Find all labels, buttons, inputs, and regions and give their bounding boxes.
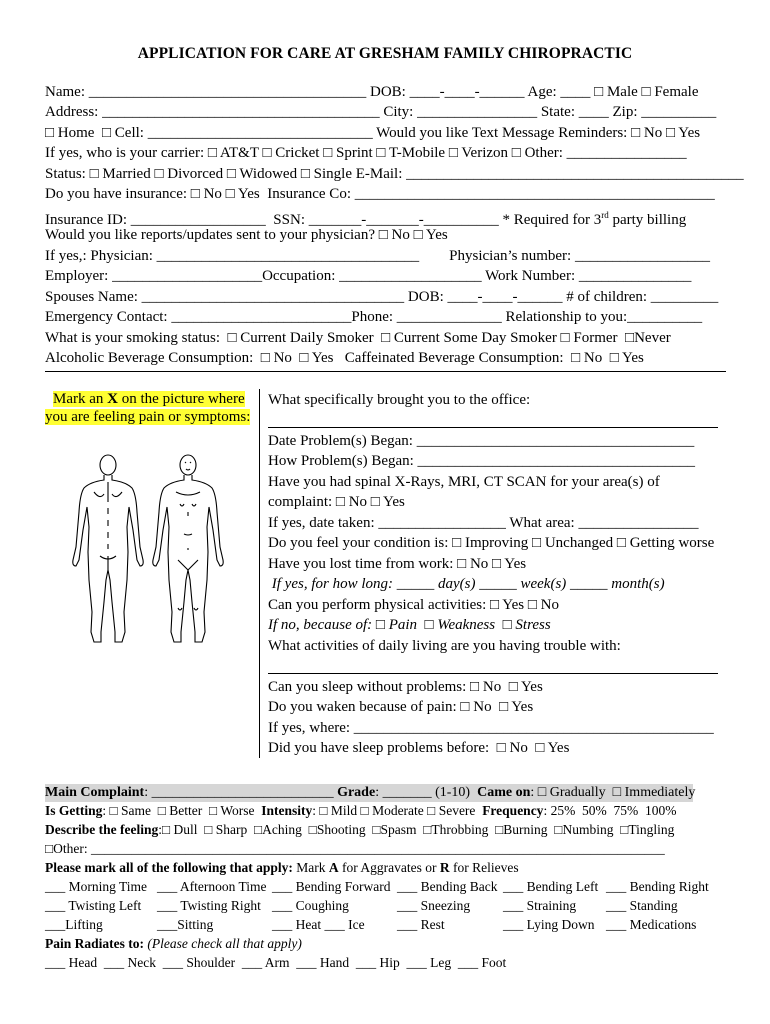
pain-radiates-heading: Pain Radiates to: (Please check all that apply) xyxy=(45,936,302,951)
emergency-contact-line[interactable]: Emergency Contact: ________________________Phone: ______________ Relationship to you:__________ xyxy=(45,309,703,325)
beverage-line[interactable]: Alcoholic Beverage Consumption: □ No □ Yes Caffeinated Beverage Consumption: □ No □ Yes xyxy=(45,350,644,366)
factor-bending-forward[interactable]: ___ Bending Forward xyxy=(272,879,391,894)
other-feeling-line[interactable]: □Other: _____________________________________________________________________________________ xyxy=(45,841,665,856)
physician-line[interactable]: If yes,: Physician: ___________________________________ Physician’s number: __________________ xyxy=(45,248,710,264)
date-began-line[interactable]: Date Problem(s) Began: _____________________________________ xyxy=(268,433,695,449)
factor-bending-right[interactable]: ___ Bending Right xyxy=(606,879,709,894)
section-divider xyxy=(45,371,726,372)
factor-coughing[interactable]: ___ Coughing xyxy=(272,898,349,913)
mark-all-instructions: Please mark all of the following that apply: Mark A for Aggravates or R for Relieves xyxy=(45,860,519,875)
describe-feeling-line[interactable]: Describe the feeling:□ Dull □ Sharp □Aching □Shooting □Spasm □Throbbing □Burning □Numbing □Tingling xyxy=(45,822,675,837)
pain-instructions xyxy=(45,390,254,426)
is-getting-line[interactable]: Is Getting: □ Same □ Better □ Worse Intensity: □ Mild □ Moderate □ Severe Frequency: 25% 50% 75% 100% xyxy=(45,803,677,818)
pain-radiates-options[interactable]: ___ Head ___ Neck ___ Shoulder ___ Arm ___ Hand ___ Hip ___ Leg ___ Foot xyxy=(45,955,507,970)
factor-twisting-right[interactable]: ___ Twisting Right xyxy=(157,898,261,913)
reason-answer-blank[interactable] xyxy=(268,427,718,428)
address-line[interactable]: Address: _____________________________________ City: ________________ State: ____ Zip: __________ xyxy=(45,104,717,120)
xrays-answer[interactable]: complaint: □ No □ Yes xyxy=(268,494,405,510)
column-divider xyxy=(259,389,260,758)
insurance-id-text: Insurance ID: __________________ SSN: _______-_______-__________ * Required for 3 xyxy=(45,212,602,228)
form-title: APPLICATION FOR CARE AT GRESHAM FAMILY CHIROPRACTIC xyxy=(137,45,633,62)
sleep-line[interactable]: Can you sleep without problems: □ No □ Yes xyxy=(268,679,543,695)
reason-question: What specifically brought you to the office: xyxy=(268,392,531,408)
status-email-line[interactable]: Status: □ Married □ Divorced □ Widowed □ Single E-Mail: _____________________________________________ xyxy=(45,166,744,182)
factor-bending-back[interactable]: ___ Bending Back xyxy=(397,879,498,894)
factor-twisting-left[interactable]: ___ Twisting Left xyxy=(45,898,142,913)
insurance-line[interactable]: Do you have insurance: □ No □ Yes Insurance Co: ________________________________________________ xyxy=(45,186,715,202)
lost-work-line[interactable]: Have you lost time from work: □ No □ Yes xyxy=(268,556,527,572)
condition-line[interactable]: Do you feel your condition is: □ Improving □ Unchanged □ Getting worse xyxy=(268,535,715,551)
factor-bending-left[interactable]: ___ Bending Left xyxy=(503,879,599,894)
factor-lying-down[interactable]: ___ Lying Down xyxy=(503,917,595,932)
factor-medications[interactable]: ___ Medications xyxy=(606,917,697,932)
ordinal-suffix: rd xyxy=(601,210,609,220)
carrier-line[interactable]: If yes, who is your carrier: □ AT&T □ Cricket □ Sprint □ T-Mobile □ Verizon □ Other: ________________ xyxy=(45,145,687,161)
insurance-id-text-end: party billing xyxy=(608,212,687,228)
employer-line[interactable]: Employer: ____________________Occupation: ___________________ Work Number: _______________ xyxy=(45,268,692,284)
physical-activities-line[interactable]: Can you perform physical activities: □ Yes □ No xyxy=(268,597,559,613)
how-began-line[interactable]: How Problem(s) Began: _____________________________________ xyxy=(268,453,696,469)
factor-morning[interactable]: ___ Morning Time xyxy=(45,879,148,894)
waken-line[interactable]: Do you waken because of pain: □ No □ Yes xyxy=(268,699,534,715)
sleep-before-line[interactable]: Did you have sleep problems before: □ No □ Yes xyxy=(268,740,570,756)
pain-note-line1: Mark an X on the picture where xyxy=(53,391,245,407)
factor-sneezing[interactable]: ___ Sneezing xyxy=(397,898,471,913)
back-figure xyxy=(73,455,143,642)
date-taken-line[interactable]: If yes, date taken: _________________ What area: ________________ xyxy=(268,515,699,531)
factor-lifting[interactable]: ___Lifting xyxy=(45,917,103,932)
smoking-line[interactable]: What is your smoking status: □ Current Daily Smoker □ Current Some Day Smoker □ Former □Never xyxy=(45,330,671,346)
spouse-line[interactable]: Spouses Name: ___________________________________ DOB: ____-____-______ # of children: _________ xyxy=(45,289,719,305)
phone-text-line[interactable]: □ Home □ Cell: ______________________________ Would you like Text Message Reminders: □ No □ Yes xyxy=(45,125,701,141)
name-dob-line[interactable]: Name: _____________________________________ DOB: ____-____-______ Age: ____ □ Male □ Female xyxy=(45,84,699,100)
daily-activities-blank[interactable] xyxy=(268,673,718,674)
because-line[interactable]: If no, because of: □ Pain □ Weakness □ Stress xyxy=(268,617,551,633)
how-long-line[interactable]: If yes, for how long: _____ day(s) _____ week(s) _____ month(s) xyxy=(268,576,665,592)
body-diagram[interactable] xyxy=(60,452,240,652)
factor-sitting[interactable]: ___Sitting xyxy=(157,917,214,932)
factor-heat-ice[interactable]: ___ Heat ___ Ice xyxy=(272,917,365,932)
pain-note-line2: you are feeling pain or symptoms: xyxy=(45,409,251,425)
factor-afternoon[interactable]: ___ Afternoon Time xyxy=(157,879,267,894)
reports-line[interactable]: Would you like reports/updates sent to your physician? □ No □ Yes xyxy=(45,227,448,243)
xrays-question: Have you had spinal X-Rays, MRI, CT SCAN for your area(s) of xyxy=(268,474,660,490)
factor-straining[interactable]: ___ Straining xyxy=(503,898,577,913)
main-complaint-line[interactable]: Main Complaint: __________________________ Grade: _______ (1-10) Came on: □ Gradually □ Immediately xyxy=(45,785,696,800)
waken-where-line[interactable]: If yes, where: ________________________________________________ xyxy=(268,720,714,736)
front-figure xyxy=(153,455,223,642)
factor-standing[interactable]: ___ Standing xyxy=(606,898,678,913)
insurance-id-line[interactable] xyxy=(45,207,686,229)
daily-activities-question: What activities of daily living are you having trouble with: xyxy=(268,638,621,654)
factor-rest[interactable]: ___ Rest xyxy=(397,917,445,932)
